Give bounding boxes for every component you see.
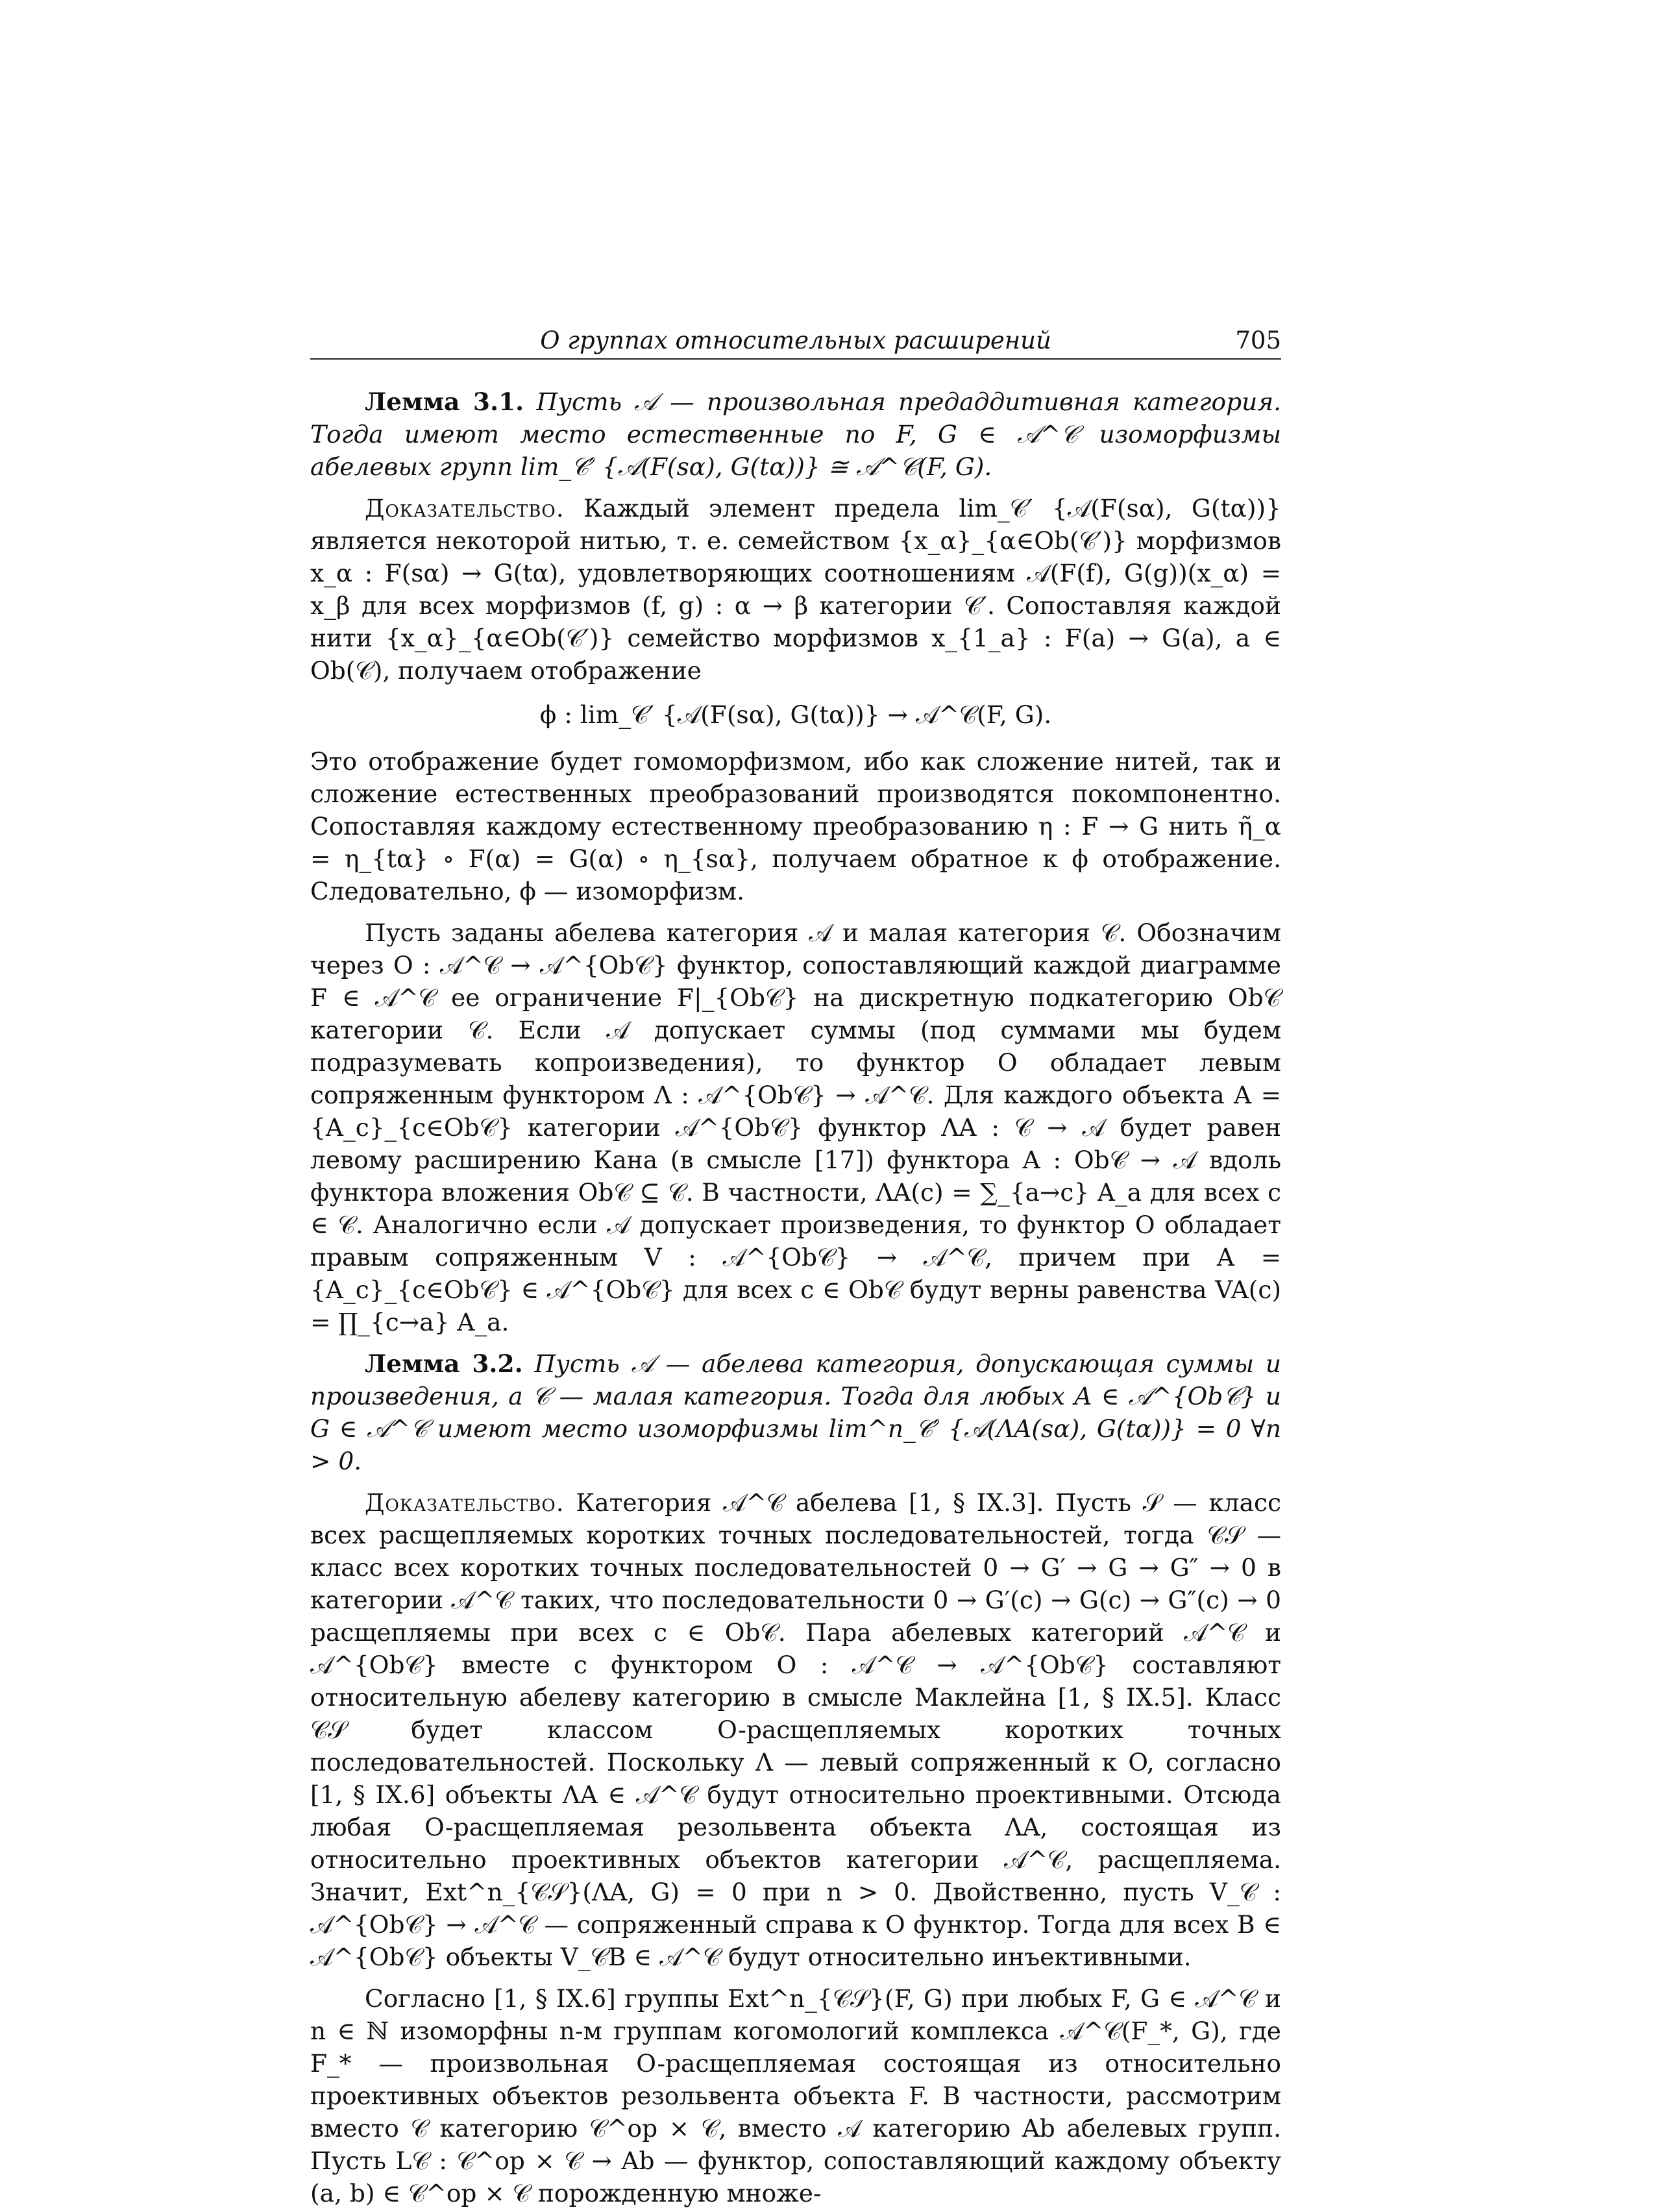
display-formula: ϕ : lim_𝒞′ {𝒜(F(sα), G(tα))} → 𝒜^𝒞(F, G). — [539, 700, 1052, 729]
proof-3-2-text: Категория 𝒜^𝒞 абелева [1, § IX.3]. Пусть 𝒮 — класс всех расщепляемых коротких точных последовательностей, тогда 𝒞𝒮 — класс всех коротких точных последовательностей 0 → G′ → G → G″ → 0 в категории 𝒜^𝒞 таких, что последовательности 0 → G′(c) → G(c) → G″(c) → 0 расщепляемы при всех c ∈ Ob𝒞. Пара абелевых категорий 𝒜^𝒞 и 𝒜^{Ob𝒞} вместе с функтором O : 𝒜^𝒞 → 𝒜^{Ob𝒞} составляют относительную абелеву категорию в смысле Маклейна [1, § IX.5]. Класс 𝒞𝒮 будет классом O-расщепляемых коротких точных последовательностей. Поскольку Λ — левый сопряженный к O, согласно [1, § IX.6] объекты ΛA ∈ 𝒜^𝒞 будут относительно проективными. Отсюда любая O-расщепляемая резольвента объекта ΛA, состоящая из относительно проективных объектов категории 𝒜^𝒞, расщепляема. Значит, Ext^n_{𝒞𝒮}(ΛA, G) = 0 при n > 0. Двойственно, пусть V_𝒞 : 𝒜^{Ob𝒞} → 𝒜^𝒞 — сопряженный справа к O функтор. Тогда для всех B ∈ 𝒜^{Ob𝒞} объекты V_𝒞B ∈ 𝒜^𝒞 будут относительно инъективными. — [310, 1488, 1281, 1971]
proof-3-2-label: Доказательство. — [365, 1488, 565, 1517]
lemma-3-2-label: Лемма 3.2. — [365, 1349, 523, 1378]
lemma-3-1 — [310, 386, 1281, 483]
proof-3-1-label: Доказательство. — [365, 494, 565, 522]
running-head — [310, 325, 1281, 360]
lemma-3-2 — [310, 1347, 1281, 1477]
proof-3-2 — [310, 1486, 1281, 1973]
paragraph-adjoint-functors: Пусть заданы абелева категория 𝒜 и малая категория 𝒞. Обозначим через O : 𝒜^𝒞 → 𝒜^{Ob𝒞} функтор, сопоставляющий каждой диаграмме F ∈ 𝒜^𝒞 ее ограничение F|_{Ob𝒞} на дискретную подкатегорию Ob𝒞 категории 𝒞. Если 𝒜 допускает суммы (под суммами мы будем подразумевать копроизведения), то функтор O обладает левым сопряженным функтором Λ : 𝒜^{Ob𝒞} → 𝒜^𝒞. Для каждого объекта A = {A_c}_{c∈Ob𝒞} категории 𝒜^{Ob𝒞} функтор ΛA : 𝒞 → 𝒜 будет равен левому расширению Кана (в смысле [17]) функтора A : Ob𝒞 → 𝒜 вдоль функтора вложения Ob𝒞 ⊆ 𝒞. В частности, ΛA(c) = ∑_{a→c} A_a для всех c ∈ 𝒞. Аналогично если 𝒜 допускает произведения, то функтор O обладает правым сопряженным V : 𝒜^{Ob𝒞} → 𝒜^𝒞, причем при A = {A_c}_{c∈Ob𝒞} ∈ 𝒜^{Ob𝒞} для всех c ∈ Ob𝒞 будут верны равенства VA(c) = ∏_{c→a} A_a. — [310, 918, 1281, 1336]
proof-3-1 — [310, 492, 1281, 687]
page-number: 705 — [1235, 326, 1281, 354]
running-title: О группах относительных расширений — [540, 326, 1051, 354]
paragraph-ext-groups: Согласно [1, § IX.6] группы Ext^n_{𝒞𝒮}(F, G) при любых F, G ∈ 𝒜^𝒞 и n ∈ ℕ изоморфны n-м группам когомологий комплекса 𝒜^𝒞(F_*, G), где F_* — произвольная O-расщепляемая состоящая из относительно проективных объектов резольвента объекта F. В частности, рассмотрим вместо 𝒞 категорию 𝒞^op × 𝒞, вместо 𝒜 категорию Ab абелевых групп. Пусть L𝒞 : 𝒞^op × 𝒞 → Ab — функтор, сопоставляющий каждому объекту (a, b) ∈ 𝒞^op × 𝒞 порожденную множе- — [310, 1984, 1281, 2207]
lemma-3-1-label: Лемма 3.1. — [365, 387, 524, 416]
proof-3-1-continuation: Это отображение будет гомоморфизмом, ибо как сложение нитей, так и сложение естественных преобразований производятся покомпонентно. Сопоставляя каждому естественному преобразованию η : F → G нить η̃_α = η_{tα} ∘ F(α) = G(α) ∘ η_{sα}, получаем обратное к ϕ отображение. Следовательно, ϕ — изоморфизм. — [310, 747, 1281, 905]
page — [310, 325, 1281, 2212]
proof-3-1-text: Каждый элемент предела lim_𝒞′ {𝒜(F(sα), G(tα))} является некоторой нитью, т. е. семейством {x_α}_{α∈Ob(𝒞′)} морфизмов x_α : F(sα) → G(tα), удовлетворяющих соотношениям 𝒜(F(f), G(g))(x_α) = x_β для всех морфизмов (f, g) : α → β категории 𝒞′. Сопоставляя каждой нити {x_α}_{α∈Ob(𝒞′)} семейство морфизмов x_{1_a} : F(a) → G(a), a ∈ Ob(𝒞), получаем отображение — [310, 494, 1282, 685]
lemma-3-1-statement: Пусть 𝒜 — произвольная предаддитивная категория. Тогда имеют место естественные по F, G ∈ 𝒜^𝒞 изоморфизмы абелевых групп lim_𝒞′ {𝒜(F(sα), G(tα))} ≅ 𝒜^𝒞(F, G). — [310, 387, 1281, 481]
lemma-3-2-statement: Пусть 𝒜 — абелева категория, допускающая суммы и произведения, а 𝒞 — малая категория. Тогда для любых A ∈ 𝒜^{Ob𝒞} и G ∈ 𝒜^𝒞 имеют место изоморфизмы lim^n_𝒞′ {𝒜(ΛA(sα), G(tα))} = 0 ∀n > 0. — [310, 1349, 1281, 1475]
